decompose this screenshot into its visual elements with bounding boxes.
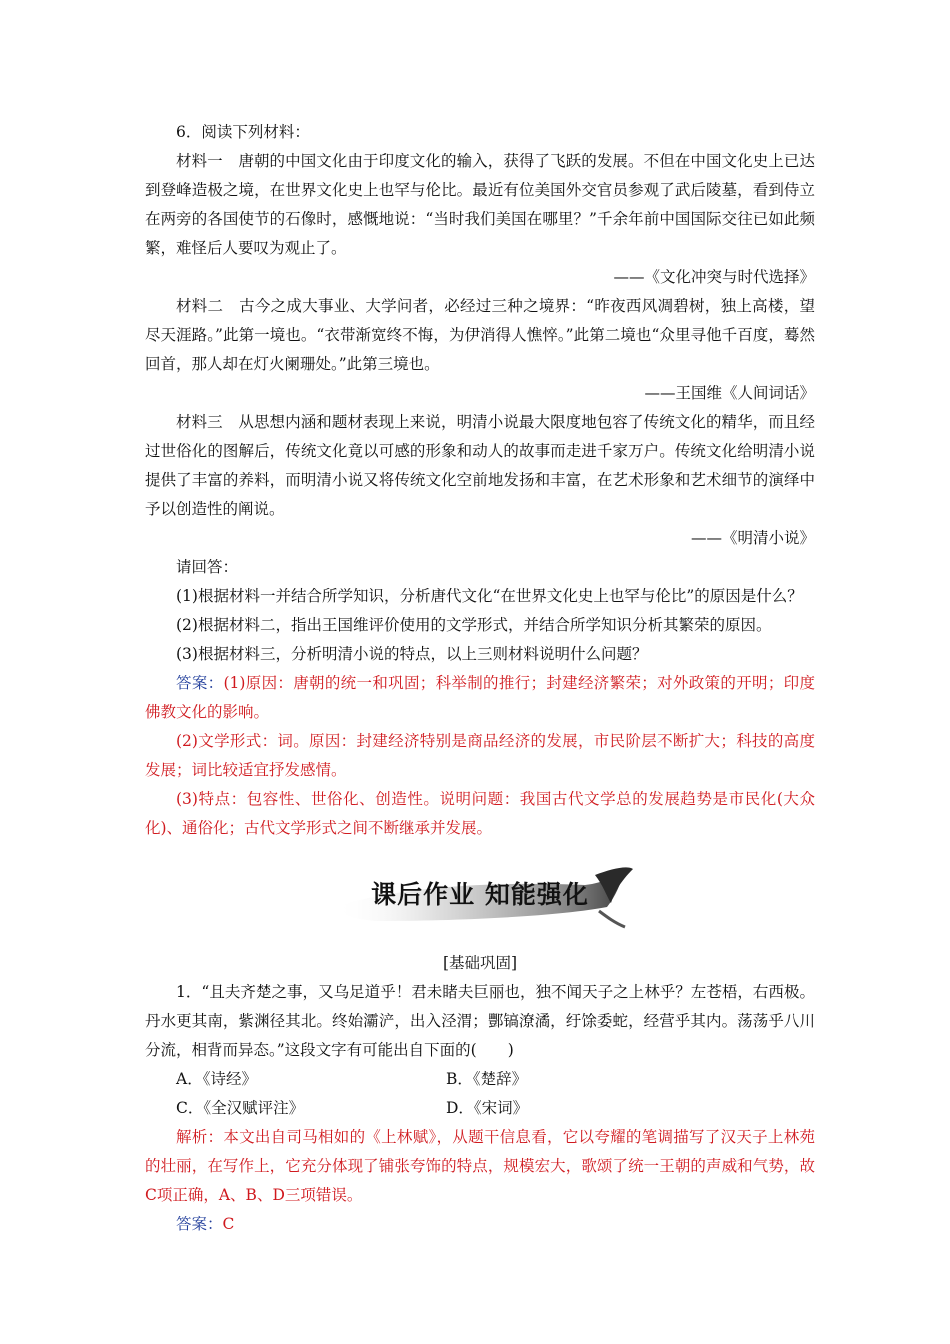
material-3 [145,408,815,524]
options-row-1 [145,1065,815,1094]
answer-label: 答案： [176,674,224,692]
question-6-heading: 6．阅读下列材料： [176,123,310,141]
material-1 [145,147,815,263]
document-page [145,118,815,1239]
banner-title: 课后作业 知能强化 [371,880,589,909]
material-3-label: 材料三 [176,413,223,431]
option-c: C．《全汉赋评注》 [176,1099,305,1117]
answer-1-text: (1)原因：唐朝的统一和巩固；科举制的推行；封建经济繁荣；对外政策的开明；印度佛教文化的影响。 [145,674,815,721]
material-3-text: 从思想内涵和题材表现上来说，明清小说最大限度地包容了传统文化的精华，而且经过世俗化的图解后，传统文化竟以可感的形象和动人的故事而走进千家万户。传统文化给明清小说提供了丰富的养料，而明清小说又将传统文化空前地发扬和丰富，在艺术形象和艺术细节的演绎中予以创造性的阐说。 [145,413,815,518]
section-banner [145,861,815,943]
answer-2: (2)文学形式：词。原因：封建经济特别是商品经济的发展，市民阶层不断扩大；科技的高度发展；词比较适宜抒发感情。 [145,732,815,779]
analysis [145,1123,815,1210]
answer-3: (3)特点：包容性、世俗化、创造性。说明问题：我国古代文学总的发展趋势是市民化(大众化)、通俗化；古代文学形式之间不断继承并发展。 [145,790,815,837]
material-1-text: 唐朝的中国文化由于印度文化的输入，获得了飞跃的发展。不但在中国文化史上已达到登峰造极之境，在世界文化史上也罕与伦比。最近有位美国外交官员参观了武后陵墓，看到侍立在两旁的各国使节的石像时，感慨地说：“当时我们美国在哪里？”千余年前中国国际交往已如此频繁，难怪后人要叹为观止了。 [145,152,815,257]
material-3-source: ——《明清小说》 [690,529,815,547]
q1-answer-value: C [222,1215,235,1233]
option-a: A．《诗经》 [176,1070,257,1088]
material-2-text: 古今之成大事业、大学问者，必经过三种之境界：“昨夜西风凋碧树，独上高楼，望尽天涯路。”此第一境也。“衣带渐宽终不悔，为伊消得人憔悴。”此第二境也“众里寻他千百度，蓦然回首，那人却在灯火阑珊处。”此第三境也。 [145,297,815,373]
material-2-source: ——王国维《人间词话》 [644,384,815,402]
option-d: D．《宋词》 [446,1099,529,1117]
material-2-label: 材料二 [176,297,224,315]
question-1-stem: 1．“且夫齐楚之事，又乌足道乎！君未睹夫巨丽也，独不闻天子之上林乎？左苍梧，右西极。丹水更其南，紫渊径其北。终始灞浐，出入泾渭；酆镐潦潏，纡馀委蛇，经营乎其内。荡荡乎八川分流，相背而异态。”这段文字有可能出自下面的( ) [145,983,815,1059]
sub-question-1: (1)根据材料一并结合所学知识，分析唐代文化“在世界文化史上也罕与伦比”的原因是什么？ [176,587,803,605]
question-1-answer [145,1210,815,1239]
sub-question-2: (2)根据材料二，指出王国维评价使用的文学形式，并结合所学知识分析其繁荣的原因。 [176,616,772,634]
ask-prompt: 请回答： [176,558,239,576]
material-1-label: 材料一 [176,152,223,170]
option-b: B．《楚辞》 [446,1070,528,1088]
section-title: [基础巩固] [442,954,518,972]
sub-question-3: (3)根据材料三，分析明清小说的特点，以上三则材料说明什么问题？ [176,645,648,663]
material-1-source: ——《文化冲突与时代选择》 [613,268,815,286]
analysis-text: 本文出自司马相如的《上林赋》，从题干信息看，它以夸耀的笔调描写了汉天子上林苑的壮丽，在写作上，它充分体现了铺张夸饰的特点，规模宏大，歌颂了统一王朝的声威和气势，故C项正确，A、B、D三项错误。 [145,1128,815,1204]
answer-1 [145,669,815,727]
material-2 [145,292,815,379]
q1-answer-label: 答案： [176,1215,223,1233]
options-row-2 [145,1094,815,1123]
analysis-label: 解析： [176,1128,224,1146]
